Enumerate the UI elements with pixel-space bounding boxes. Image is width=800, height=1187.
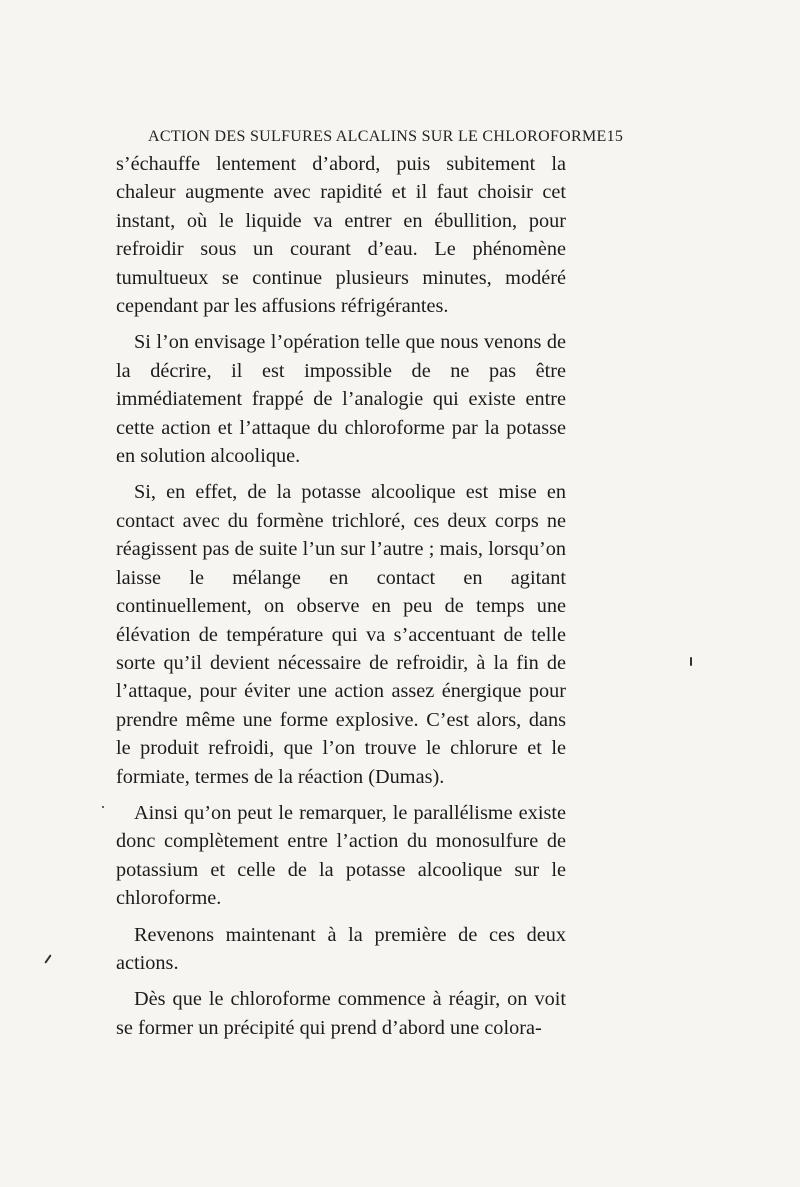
running-title: ACTION DES SULFURES ALCALINS SUR LE CHLOROFORME bbox=[148, 128, 607, 145]
page-number: 15 bbox=[606, 128, 624, 145]
margin-speck bbox=[44, 954, 51, 963]
paragraph-2: Si l’on envisage l’opération telle que nous venons de la décrire, il est impossible de ne pas être immédiatement frappé de l’analogie qui existe entre cette action et l’attaque du chloroforme par la potasse en solution alcoolique. bbox=[116, 331, 566, 468]
paragraph-6: Dès que le chloroforme commence à réagir, on voit se former un précipité qui prend d’abord une colora- bbox=[116, 988, 566, 1039]
margin-speck bbox=[690, 657, 692, 666]
paragraph-3: Si, en effet, de la potasse alcoolique est mise en contact avec du formène trichloré, ces deux corps ne réagissent pas de suite l’un sur l’autre ; mais, lorsqu’on laisse le mélange en contact en agitant continuellement, on observe en peu de temps une élévation de température qui va s’accentuant de telle sorte qu’il devient nécessaire de refroidir, à la fin de l’attaque, pour éviter une action assez énergique pour prendre même une forme explosive. C’est alors, dans le produit refroidi, que l’on trouve le chlorure et le formiate, termes de la réaction (Dumas). bbox=[116, 481, 566, 788]
margin-speck bbox=[102, 806, 104, 808]
paragraph-5: Revenons maintenant à la première de ces deux actions. bbox=[116, 923, 566, 974]
body-text bbox=[116, 150, 566, 1042]
paragraph-1: s’échauffe lentement d’abord, puis subitement la chaleur augmente avec rapidité et il faut choisir cet instant, où le liquide va entrer en ébullition, pour refroidir sous un courant d’eau. Le phénomène tumultueux se continue plusieurs minutes, modéré cependant par les affusions réfrigérantes. bbox=[116, 153, 566, 318]
running-head bbox=[148, 128, 624, 146]
paragraph-4: Ainsi qu’on peut le remarquer, le parallélisme existe donc complètement entre l’action du monosulfure de potassium et celle de la potasse alcoolique sur le chloroforme. bbox=[116, 801, 566, 910]
